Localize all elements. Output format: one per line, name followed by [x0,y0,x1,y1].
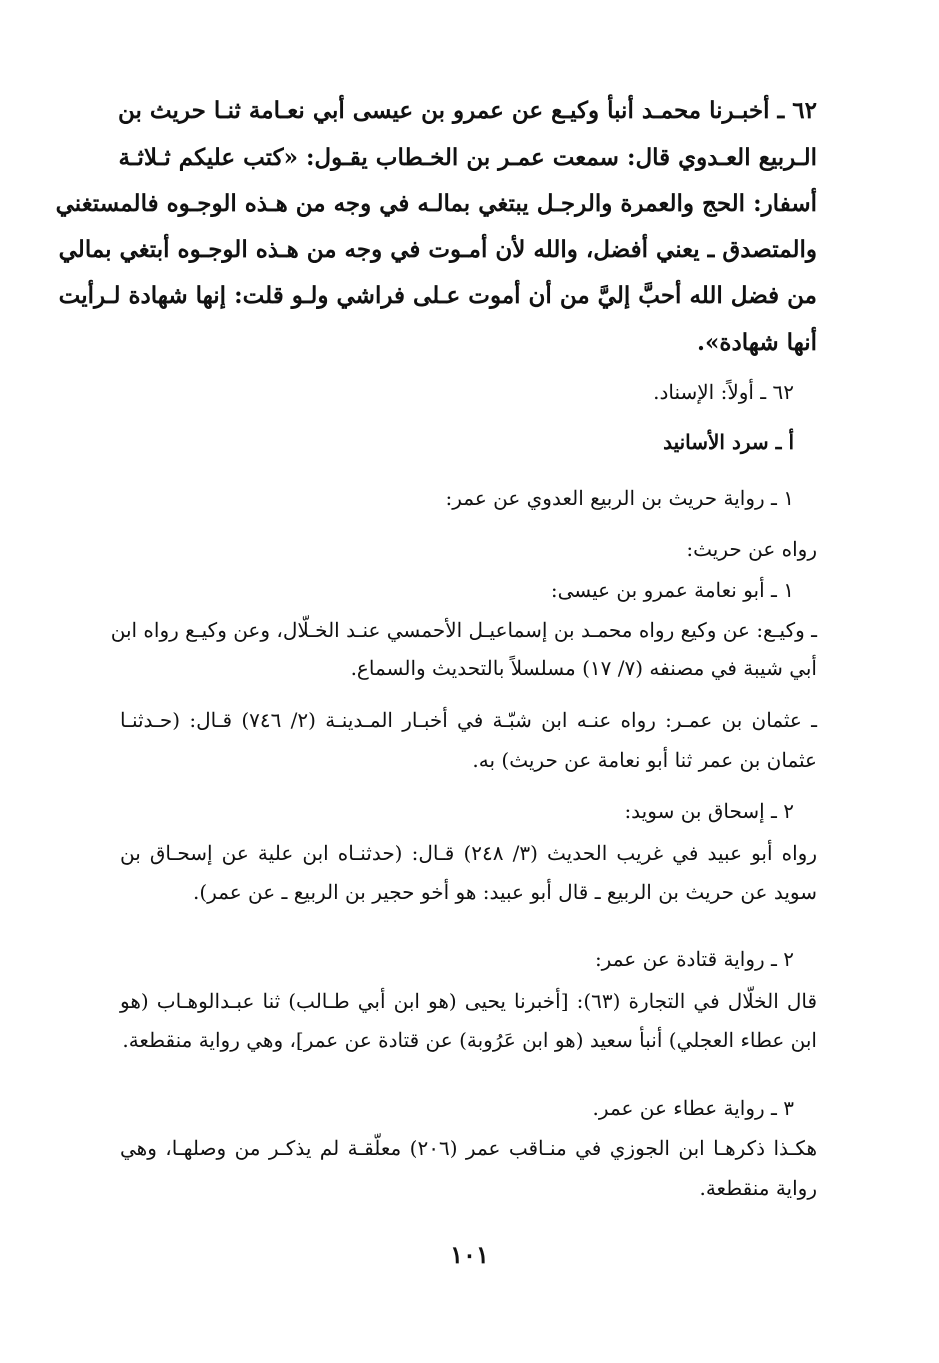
qatada-line-2: ابن عطاء العجلي) أنبأ سعيد (هو ابن عَرُوبة) عن قتادة عن عمر]، وهي رواية منقطعة. [122,1028,817,1052]
waki-line-1: ـ وكيـع: عن وكيع رواه محمـد بن إسماعيـل الأحمسي عنـد الخـلّال، وعن وكيـع رواه ابن [110,618,817,642]
item1-sub: رواه عن حريث: [686,537,817,561]
uthman-line-2: عثمان بن عمر ثنا أبو نعامة عن حريث) به. [472,748,817,772]
heading-isnad: ٦٢ ـ أولاً: الإسناد. [653,380,794,404]
hadith-text-line-3: أسفار: الحج والعمرة والرجـل يبتغي بمالـه في وجه من هـذه الوجـوه فالمستغني [55,190,817,217]
sub2-heading: ٢ ـ إسحاق بن سويد: [624,799,794,823]
hadith-text-line-5: من فضل الله أحبَّ إليَّ من أن أموت عـلى فراشي ولـو قلت: إنها شهادة لـرأيت [58,282,817,309]
sub1-heading: ١ ـ أبو نعامة عمرو بن عيسى: [550,578,794,602]
uthman-line-1: ـ عثمان بن عمـر: رواه عنـه ابن شبّـة في أخبـار المـدينـة (٢/ ٧٤٦) قـال: (حـدثنـا [120,708,817,732]
ishaq-line-1: رواه أبو عبيد في غريب الحديث (٣/ ٢٤٨) قـال: (حدثنـاه ابن علية عن إسحـاق بن [120,841,817,865]
ishaq-line-2: سويد عن حريث بن الربيع ـ قال أبو عبيد: هو أخو حجير بن الربيع ـ عن عمر). [192,880,817,904]
page-number: ١٠١ [450,1240,489,1269]
hadith-text-line-2: الـربيع العـدوي قال: سمعت عمـر بن الخـطاب يقـول: «كتب عليكم ثـلاثـة [118,144,817,171]
hadith-text-line-6: أنها شهادة». [697,329,817,356]
heading-asanid: أ ـ سرد الأسانيد [663,430,794,454]
waki-line-2: أبي شيبة في مصنفه (٧/ ١٧) مسلسلاً بالتحديث والسماع. [350,656,817,680]
ata-line-2: رواية منقطعة. [699,1176,817,1200]
item1-heading: ١ ـ رواية حريث بن الربيع العدوي عن عمر: [445,486,794,510]
ata-line-1: هكـذا ذكرهـا ابن الجوزي في منـاقب عمر (٢٠٦) معلّقـة لم يذكـر من وصلهـا، وهي [120,1136,817,1160]
qatada-line-1: قال الخلّال في التجارة (٦٣): [أخبرنا يحيى (هو ابن أبي طـالب) ثنا عبـدالوهـاب (هو [120,989,818,1013]
item2-heading: ٢ ـ رواية قتادة عن عمر: [594,947,794,971]
item3-heading: ٣ ـ رواية عطاء عن عمر. [592,1096,794,1120]
hadith-text-line-4: والمتصدق ـ يعني أفضل، والله لأن أمـوت في وجه من هـذه الوجـوه أبتغي بمالي [58,236,817,263]
hadith-text-line-1: ٦٢ ـ أخبـرنا محمـد أنبأ وكيـع عن عمرو بن عيسى أبي نعـامة ثنـا حريث بن [118,97,817,124]
